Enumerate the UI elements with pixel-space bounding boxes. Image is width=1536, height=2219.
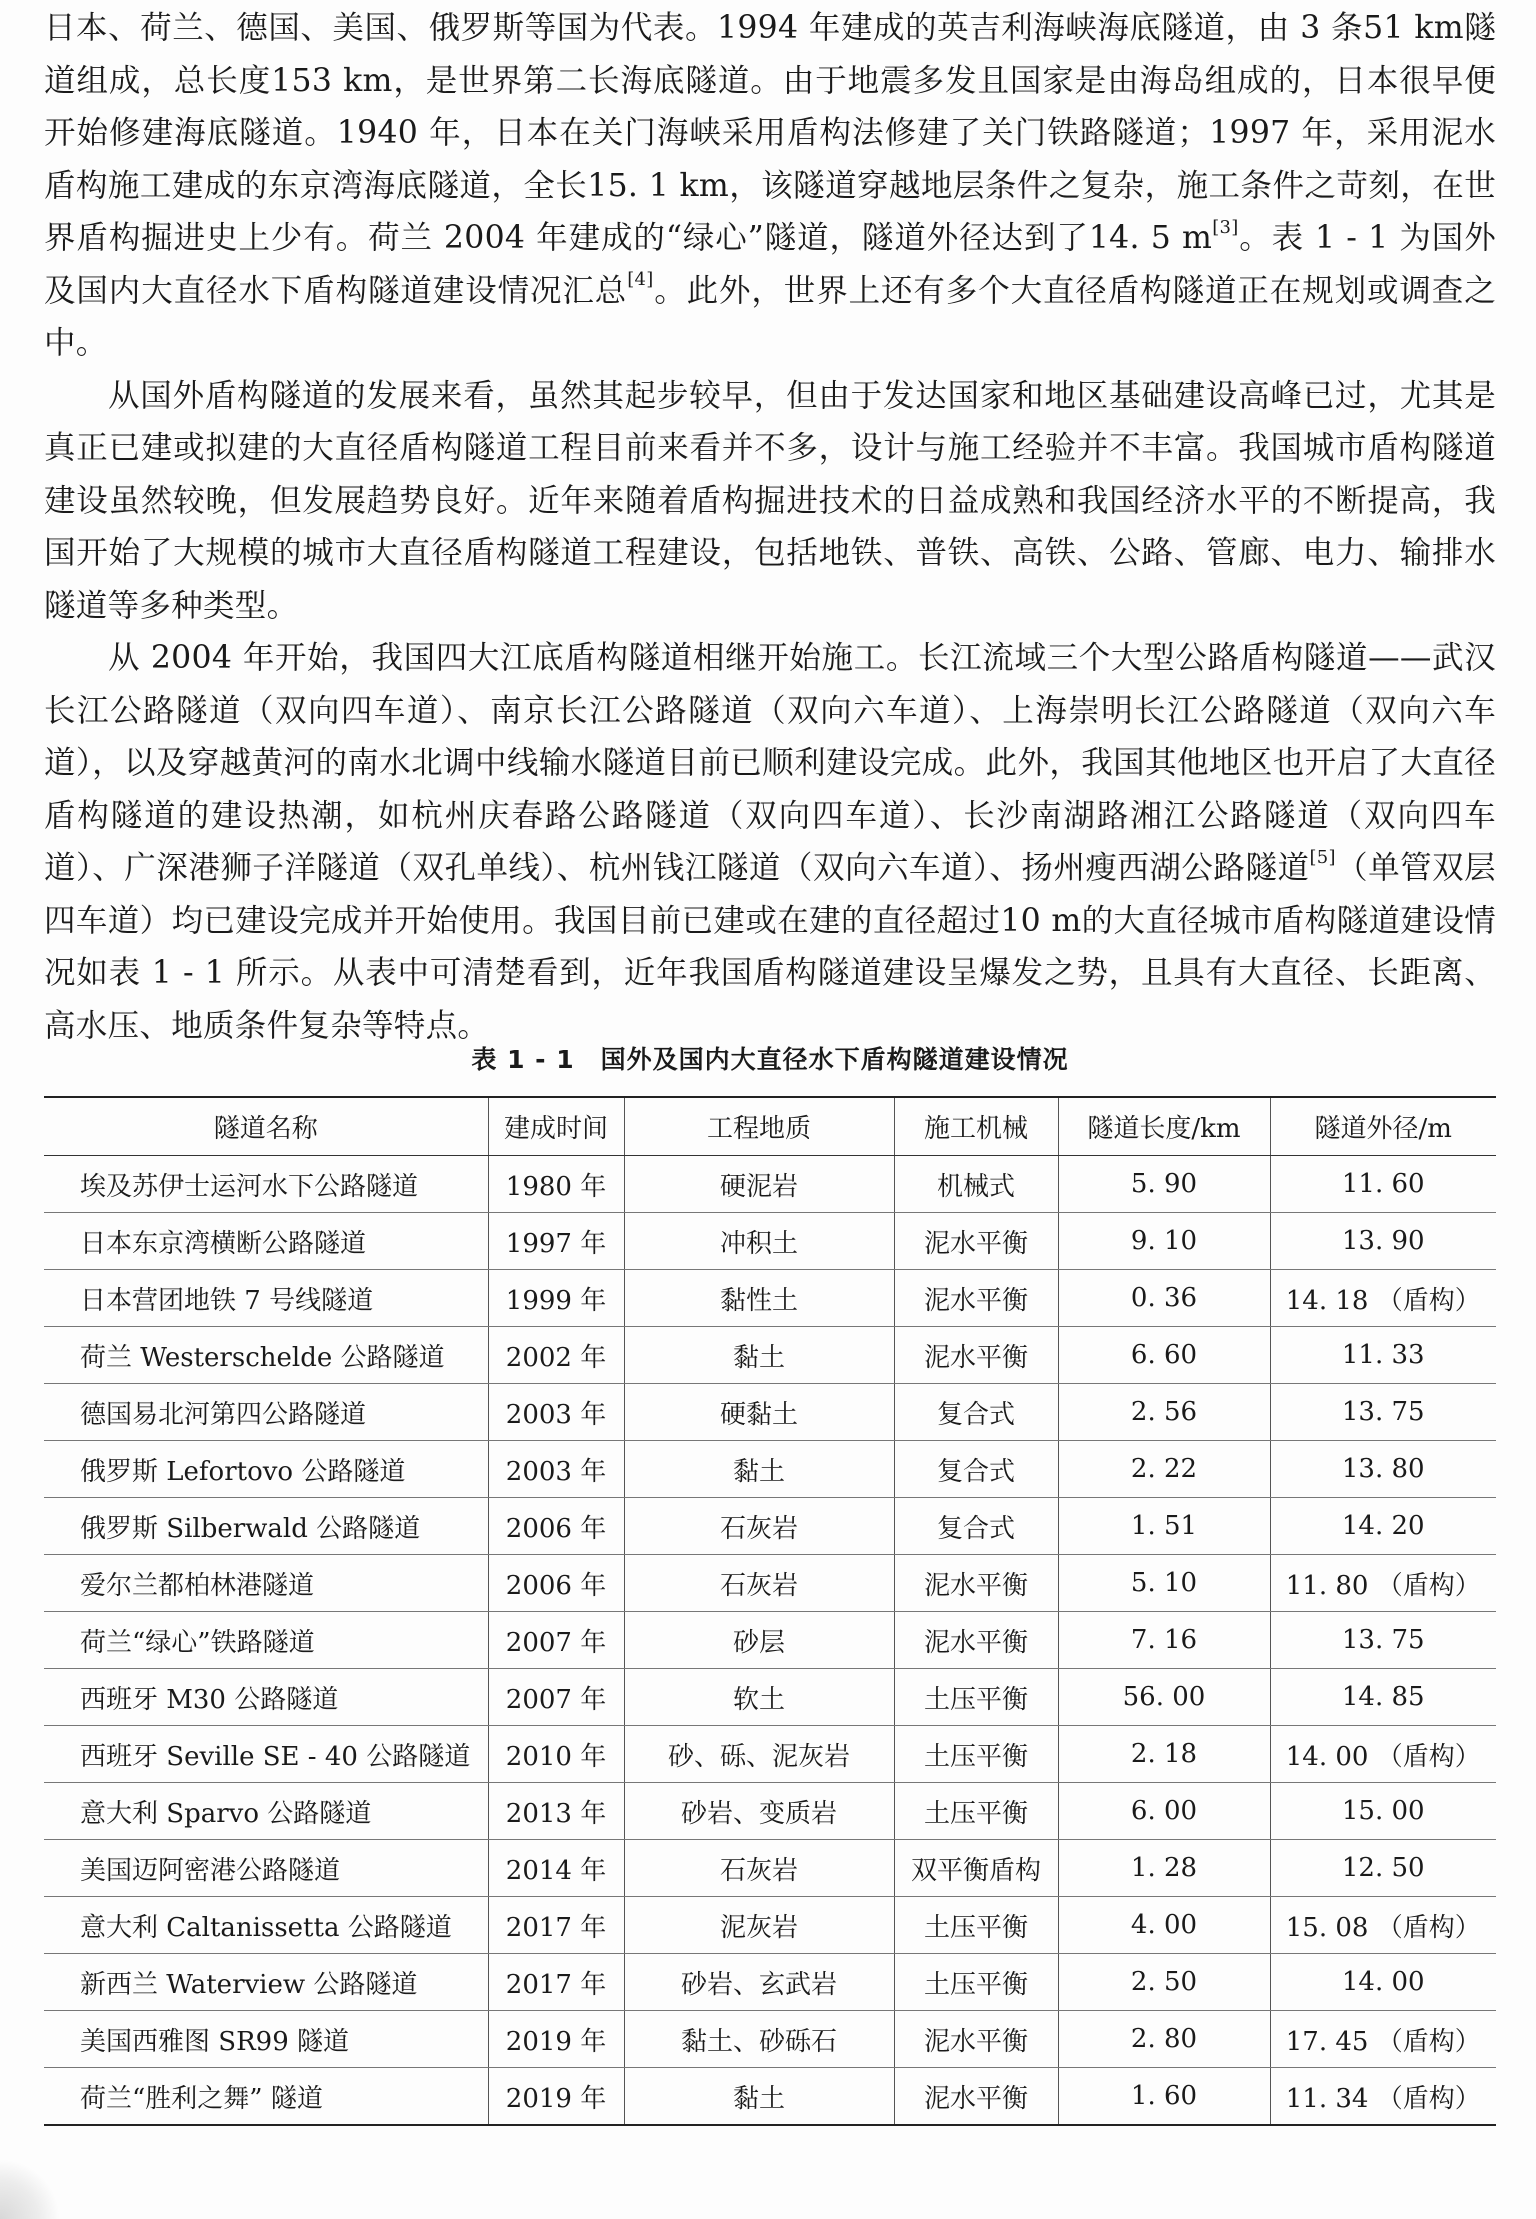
table-cell: 双平衡盾构 [894, 1840, 1058, 1897]
table-cell: 2. 80 [1058, 2011, 1270, 2068]
paragraph-2-text: 从国外盾构隧道的发展来看，虽然其起步较早，但由于发达国家和地区基础建设高峰已过，尤其是真正已建或拟建的大直径盾构隧道工程目前来看并不多，设计与施工经验并不丰富。我国城市盾构隧道建设虽然较晚，但发展趋势良好。近年来随着盾构掘进技术的日益成熟和我国经济水平的不断提高，我国开始了大规模的城市大直径盾构隧道工程建设，包括地铁、普铁、高铁、公路、管廊、电力、输排水隧道等多种类型。 [44, 377, 1496, 624]
body-text [44, 2, 1496, 1052]
table-cell: 土压平衡 [894, 1954, 1058, 2011]
table-cell: 泥水平衡 [894, 1213, 1058, 1270]
table-cell: 荷兰“胜利之舞” 隧道 [44, 2068, 488, 2126]
table-cell: 德国易北河第四公路隧道 [44, 1384, 488, 1441]
table-cell: 2. 56 [1058, 1384, 1270, 1441]
table-row [44, 1726, 1496, 1783]
table-row [44, 1213, 1496, 1270]
table-cell: 56. 00 [1058, 1669, 1270, 1726]
table-cell: 2006 年 [488, 1555, 624, 1612]
table-row [44, 1327, 1496, 1384]
table-header-cell: 隧道长度/km [1058, 1097, 1270, 1156]
table-cell: 6. 00 [1058, 1783, 1270, 1840]
table-cell: 美国迈阿密港公路隧道 [44, 1840, 488, 1897]
table-cell: 9. 10 [1058, 1213, 1270, 1270]
table-cell: 1. 51 [1058, 1498, 1270, 1555]
table-cell: 1980 年 [488, 1156, 624, 1213]
table-row [44, 1897, 1496, 1954]
table-cell: 黏性土 [624, 1270, 894, 1327]
table-cell: 砂岩、玄武岩 [624, 1954, 894, 2011]
table-cell: 7. 16 [1058, 1612, 1270, 1669]
table-row [44, 1270, 1496, 1327]
table-cell: 2019 年 [488, 2068, 624, 2126]
table-cell: 硬泥岩 [624, 1156, 894, 1213]
table-body [44, 1156, 1496, 2126]
table-row [44, 1555, 1496, 1612]
table-cell: 意大利 Caltanissetta 公路隧道 [44, 1897, 488, 1954]
table-row [44, 2068, 1496, 2126]
table-cell: 泥水平衡 [894, 2011, 1058, 2068]
table-cell: 俄罗斯 Silberwald 公路隧道 [44, 1498, 488, 1555]
table-header-cell: 隧道名称 [44, 1097, 488, 1156]
table-cell: 1997 年 [488, 1213, 624, 1270]
table-cell: 泥水平衡 [894, 1612, 1058, 1669]
table-row [44, 1954, 1496, 2011]
table-cell: 冲积土 [624, 1213, 894, 1270]
table-cell: 14. 85 [1270, 1669, 1496, 1726]
corner-watermark [0, 2159, 60, 2219]
table-cell: 复合式 [894, 1441, 1058, 1498]
paragraph-2 [44, 370, 1496, 633]
table-cell: 2019 年 [488, 2011, 624, 2068]
table-cell: 2013 年 [488, 1783, 624, 1840]
table-cell: 11. 34 （盾构） [1270, 2068, 1496, 2126]
table-cell: 4. 00 [1058, 1897, 1270, 1954]
table-cell: 1. 60 [1058, 2068, 1270, 2126]
table-cell: 砂层 [624, 1612, 894, 1669]
table-cell: 复合式 [894, 1498, 1058, 1555]
table-cell: 泥水平衡 [894, 1327, 1058, 1384]
table-title: 表 1 - 1 国外及国内大直径水下盾构隧道建设情况 [471, 1045, 1069, 1074]
table-header-cell: 建成时间 [488, 1097, 624, 1156]
table-cell: 砂岩、变质岩 [624, 1783, 894, 1840]
table-cell: 砂、砾、泥灰岩 [624, 1726, 894, 1783]
table-cell: 2. 22 [1058, 1441, 1270, 1498]
tunnel-table [44, 1096, 1496, 2126]
table-cell: 13. 75 [1270, 1384, 1496, 1441]
table-header-cell: 施工机械 [894, 1097, 1058, 1156]
table-row [44, 2011, 1496, 2068]
table-cell: 14. 18 （盾构） [1270, 1270, 1496, 1327]
table-cell: 石灰岩 [624, 1498, 894, 1555]
table-cell: 12. 50 [1270, 1840, 1496, 1897]
table-cell: 1999 年 [488, 1270, 624, 1327]
table-cell: 5. 10 [1058, 1555, 1270, 1612]
table-cell: 黏土 [624, 2068, 894, 2126]
table-cell: 土压平衡 [894, 1726, 1058, 1783]
paragraph-1-text: 日本、荷兰、德国、美国、俄罗斯等国为代表。1994 年建成的英吉利海峡海底隧道，由 3 条51 km隧道组成，总长度153 km，是世界第二长海底隧道。由于地震多发且国家是由海岛组成的，日本很早便开始修建海底隧道。1940 年，日本在关门海峡采用盾构法修建了关门铁路隧道；1997 年，采用泥水盾构施工建成的东京湾海底隧道，全长15. 1 km，该隧道穿越地层条件之复杂，施工条件之苛刻，在世界盾构掘进史上少有。荷兰 2004 年建成的“绿心”隧道，隧道外径达到了14. 5 m[3]。表 1 - 1 为国外及国内大直径水下盾构隧道建设情况汇总[4]。此外，世界上还有多个大直径盾构隧道正在规划或调查之中。 [44, 10, 1496, 361]
table-header-row [44, 1097, 1496, 1156]
table-cell: 爱尔兰都柏林港隧道 [44, 1555, 488, 1612]
table-cell: 14. 20 [1270, 1498, 1496, 1555]
table-cell: 2007 年 [488, 1669, 624, 1726]
table-cell: 日本东京湾横断公路隧道 [44, 1213, 488, 1270]
table-cell: 泥灰岩 [624, 1897, 894, 1954]
table-cell: 硬黏土 [624, 1384, 894, 1441]
table-cell: 荷兰“绿心”铁路隧道 [44, 1612, 488, 1669]
table-row [44, 1783, 1496, 1840]
paragraph-3 [44, 632, 1496, 1052]
table-cell: 6. 60 [1058, 1327, 1270, 1384]
table-cell: 复合式 [894, 1384, 1058, 1441]
table-cell: 15. 00 [1270, 1783, 1496, 1840]
table-row [44, 1156, 1496, 1213]
table-cell: 西班牙 Seville SE - 40 公路隧道 [44, 1726, 488, 1783]
table-cell: 2017 年 [488, 1897, 624, 1954]
table-cell: 黏土 [624, 1441, 894, 1498]
table-row [44, 1669, 1496, 1726]
table-cell: 2017 年 [488, 1954, 624, 2011]
table-cell: 13. 80 [1270, 1441, 1496, 1498]
table-cell: 西班牙 M30 公路隧道 [44, 1669, 488, 1726]
table-cell: 意大利 Sparvo 公路隧道 [44, 1783, 488, 1840]
table-cell: 美国西雅图 SR99 隧道 [44, 2011, 488, 2068]
table-cell: 2003 年 [488, 1441, 624, 1498]
table-cell: 埃及苏伊士运河水下公路隧道 [44, 1156, 488, 1213]
table-cell: 2006 年 [488, 1498, 624, 1555]
table-cell: 2007 年 [488, 1612, 624, 1669]
table-cell: 11. 80 （盾构） [1270, 1555, 1496, 1612]
table-row [44, 1498, 1496, 1555]
table-cell: 泥水平衡 [894, 1555, 1058, 1612]
table-cell: 荷兰 Westerschelde 公路隧道 [44, 1327, 488, 1384]
table-cell: 机械式 [894, 1156, 1058, 1213]
paragraph-1 [44, 2, 1496, 370]
table-cell: 14. 00 （盾构） [1270, 1726, 1496, 1783]
table-cell: 软土 [624, 1669, 894, 1726]
table-header-cell: 工程地质 [624, 1097, 894, 1156]
table-cell: 土压平衡 [894, 1897, 1058, 1954]
table-cell: 土压平衡 [894, 1783, 1058, 1840]
table-cell: 0. 36 [1058, 1270, 1270, 1327]
table-cell: 11. 60 [1270, 1156, 1496, 1213]
table-cell: 俄罗斯 Lefortovo 公路隧道 [44, 1441, 488, 1498]
table-row [44, 1384, 1496, 1441]
table-cell: 2014 年 [488, 1840, 624, 1897]
table-cell: 日本营团地铁 7 号线隧道 [44, 1270, 488, 1327]
table-cell: 14. 00 [1270, 1954, 1496, 2011]
table-cell: 土压平衡 [894, 1669, 1058, 1726]
table-cell: 15. 08 （盾构） [1270, 1897, 1496, 1954]
table-cell: 2002 年 [488, 1327, 624, 1384]
table-header-cell: 隧道外径/m [1270, 1097, 1496, 1156]
table-cell: 2. 50 [1058, 1954, 1270, 2011]
table-row [44, 1840, 1496, 1897]
table-cell: 5. 90 [1058, 1156, 1270, 1213]
table-cell: 2010 年 [488, 1726, 624, 1783]
table-row [44, 1441, 1496, 1498]
table-cell: 泥水平衡 [894, 1270, 1058, 1327]
table-cell: 11. 33 [1270, 1327, 1496, 1384]
paragraph-3-text: 从 2004 年开始，我国四大江底盾构隧道相继开始施工。长江流域三个大型公路盾构隧道——武汉长江公路隧道（双向四车道）、南京长江公路隧道（双向六车道）、上海崇明长江公路隧道（双向六车道），以及穿越黄河的南水北调中线输水隧道目前已顺利建设完成。此外，我国其他地区也开启了大直径盾构隧道的建设热潮，如杭州庆春路公路隧道（双向四车道）、长沙南湖路湘江公路隧道（双向四车道）、广深港狮子洋隧道（双孔单线）、杭州钱江隧道（双向六车道）、扬州瘦西湖公路隧道[5]（单管双层四车道）均已建设完成并开始使用。我国目前已建或在建的直径超过10 m的大直径城市盾构隧道建设情况如表 1 - 1 所示。从表中可清楚看到，近年我国盾构隧道建设呈爆发之势，且具有大直径、长距离、高水压、地质条件复杂等特点。 [44, 640, 1496, 1044]
table-cell: 泥水平衡 [894, 2068, 1058, 2126]
table-cell: 石灰岩 [624, 1840, 894, 1897]
table-cell: 13. 90 [1270, 1213, 1496, 1270]
table-cell: 1. 28 [1058, 1840, 1270, 1897]
table-row [44, 1612, 1496, 1669]
table-cell: 石灰岩 [624, 1555, 894, 1612]
table-cell: 黏土 [624, 1327, 894, 1384]
table-cell: 黏土、砂砾石 [624, 2011, 894, 2068]
table-cell: 17. 45 （盾构） [1270, 2011, 1496, 2068]
table-cell: 2. 18 [1058, 1726, 1270, 1783]
table-cell: 新西兰 Waterview 公路隧道 [44, 1954, 488, 2011]
table-cell: 13. 75 [1270, 1612, 1496, 1669]
table-cell: 2003 年 [488, 1384, 624, 1441]
